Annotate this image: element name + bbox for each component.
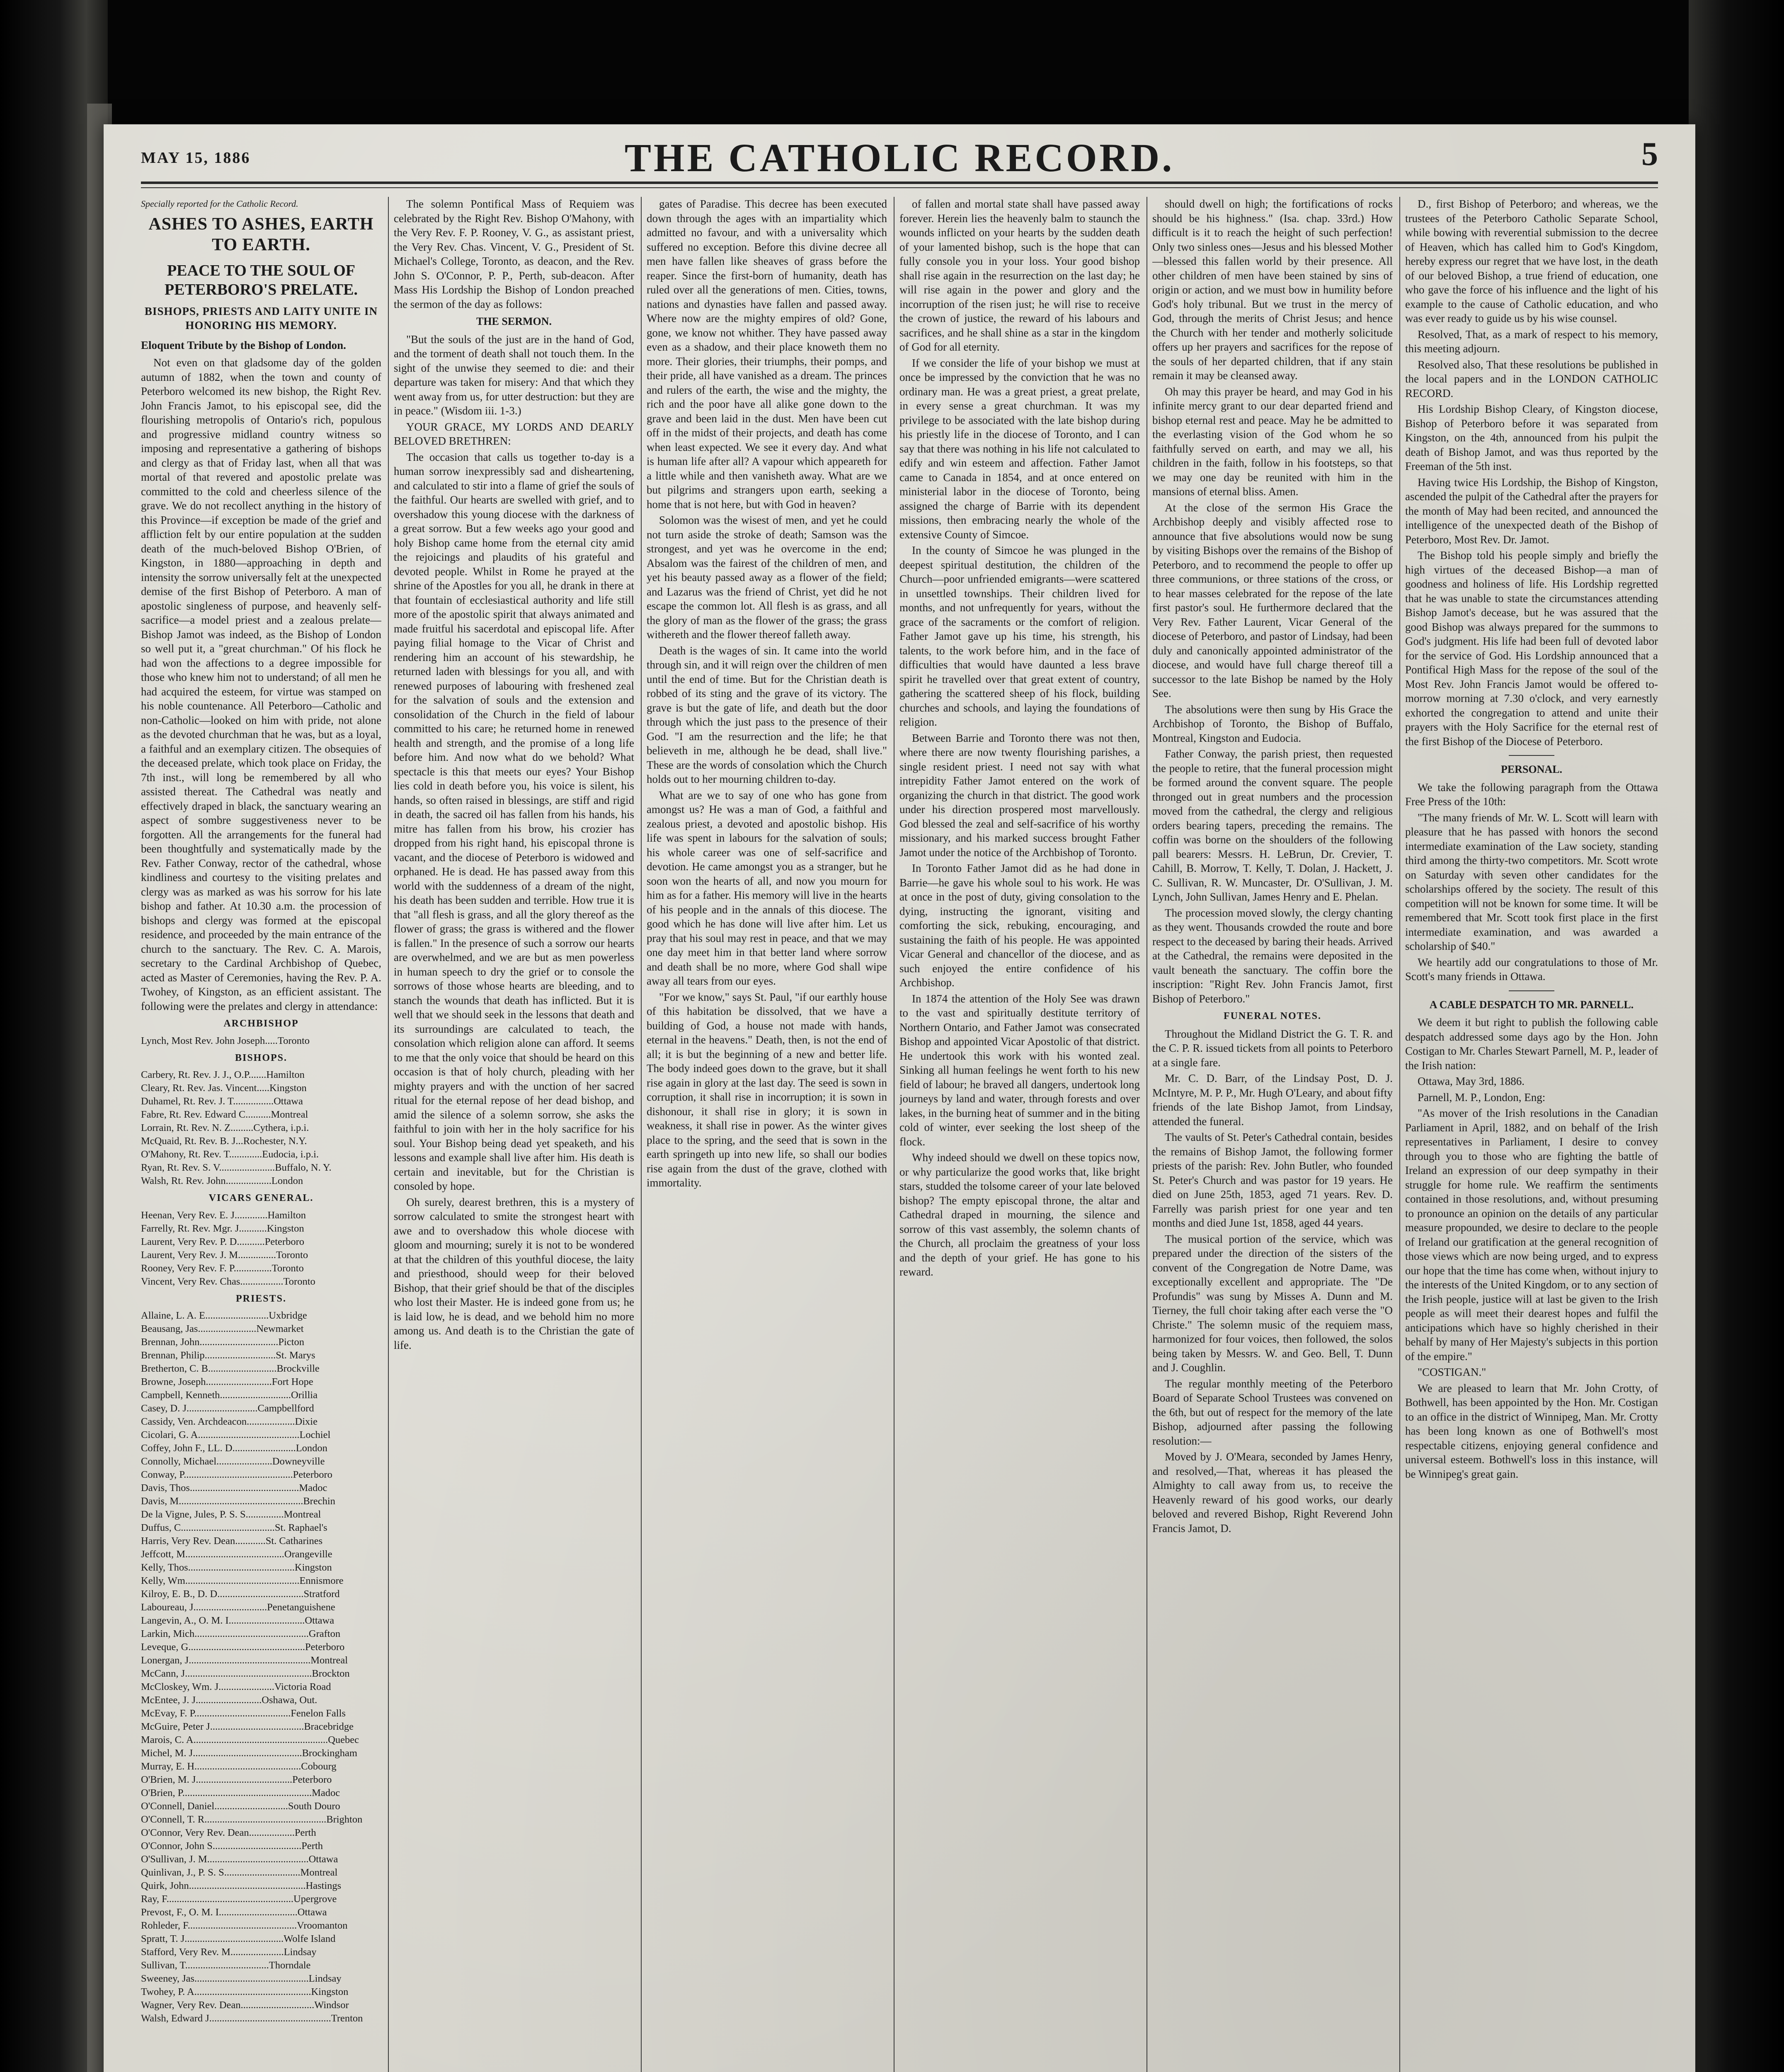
article-deck-secondary: BISHOPS, PRIESTS AND LAITY UNITE IN HONORING HIS MEMORY.	[144, 305, 378, 332]
column-5	[1152, 197, 1393, 2072]
column-4	[899, 197, 1140, 2072]
attendee-entry: Leveque, G..............................................Peterboro	[141, 1641, 345, 1653]
section-divider	[1509, 990, 1554, 991]
priests-list	[141, 1309, 381, 2025]
attendee-entry: Casey, D. J............................Campbellford	[141, 1403, 314, 1414]
sermon-body	[394, 332, 634, 1353]
attendee-entry: Kilroy, E. B., D. D..................................Stratford	[141, 1588, 340, 1600]
attendee-entry: Davis, Thos...........................................Madoc	[141, 1482, 327, 1493]
paragraph: Solomon was the wisest of men, and yet he could not turn aside the stroke of death; Samson was the strongest, and yet was he overcome in the end; Absalom was the fairest of the children of men, and yet his beauty passed away as a flower of the field; and Lazarus was the friend of Christ, yet did he not escape the common lot. All flesh is as grass, and all the glory of man as the flower of the grass; the grass withereth and the flower thereof falleth away.	[647, 514, 887, 641]
paragraph: What are we to say of one who has gone from amongst us? He was a man of God, a faithful and zealous priest, a devoted and apostolic bishop. His life was spent in labours for the salvation of souls; his whole career was one of self-sacrifice and devotion. He came amongst you as a stranger, but he soon won the hearts of all, and now you mourn for him as for a father. His memory will live in the hearts of his people and in the annals of this diocese. The good which he has done will live after him. Let us pray that his soul may rest in peace, and that we may one day meet him in that better land where sorrow and death shall be no more, where God shall wipe away all tears from our eyes.	[647, 789, 887, 987]
attendee-entry: Conway, P...........................................Peterboro	[141, 1469, 332, 1480]
attendee-entry: Carbery, Rt. Rev. J. J., O.P.......Hamilton	[141, 1069, 305, 1080]
attendee-entry: Stafford, Very Rev. M.....................Lindsay	[141, 1946, 317, 1958]
attendee-entry: Brennan, John...............................Picton	[141, 1336, 305, 1348]
paragraph: "The many friends of Mr. W. L. Scott will learn with pleasure that he has passed with honors the second intermediate examination of the Law society, standing third among the thirty-two competitors. Mr. Scott wrote on Saturday with seven other candidates for the scholarships offered by the society. The result of this competition will not be known for some time. It will be remembered that Mr. Scott took first place in the first intermediate examination, and was awarded a scholarship of $40."	[1405, 811, 1658, 952]
attendee-entry: Rohleder, F...........................................Vroomanton	[141, 1920, 348, 1931]
attendee-entry: Michel, M. J...........................................Brockingham	[141, 1748, 357, 1759]
attendee-entry: Connolly, Michael......................Downeyville	[141, 1456, 325, 1467]
paragraph: His Lordship Bishop Cleary, of Kingston diocese, Bishop of Peterboro before it was separated from Kingston, on the 4th, announced from his pulpit the death of Bishop Jamot, and was thus reported by the Freeman of the 5th inst.	[1405, 403, 1658, 472]
paragraph: Throughout the Midland District the G. T. R. and the C. P. R. issued tickets from all points to Peterboro at a single fare.	[1152, 1027, 1393, 1069]
article-body	[394, 197, 634, 311]
section-label-priests: PRIESTS.	[235, 1293, 287, 1304]
attendee-entry: Harris, Very Rev. Dean............St. Catharines	[141, 1535, 323, 1547]
paragraph: "For we know," says St. Paul, "if our earthly house of this habitation be dissolved, that we have a building of God, a house not made with hands, eternal in the heavens." Death, then, is not the end of all; it is but the beginning of a new and better life. The body indeed goes down to the grave, but it shall rise again in glory at the last day. The seed is sown in corruption, it shall rise in incorruption; it is sown in dishonour, it shall rise in glory; it is sown in weakness, it shall rise in power. As the winter gives place to the spring, and the seed that is sown in the earth springeth up into new life, so shall our bodies rise again from the dust of the grave, clothed with immortality.	[647, 990, 887, 1189]
attendee-entry: O'Mahony, Rt. Rev. T.............Eudocia, i.p.i.	[141, 1149, 319, 1160]
column-rule	[388, 197, 389, 2072]
page-number: 5	[1641, 136, 1658, 172]
paragraph: If we consider the life of your bishop we must at once be impressed by the conviction that he was no ordinary man. He was a great priest, a great prelate, in every sense a great churchman. It was my privilege to be associated with the late bishop during his priestly life in the diocese of Toronto, and I can say that there was nothing in his life not calculated to edify and win esteem and affection. Father Jamot came to Canada in 1854, and at once entered on ministerial labor in the diocese of Toronto, being assigned the charge of Barrie with its dependent missions, then embracing nearly the whole of the extensive County of Simcoe.	[899, 356, 1140, 541]
paragraph: Having twice His Lordship, the Bishop of Kingston, ascended the pulpit of the Cathedral after the prayers for the month of May had been recited, and announced the intelligence of the unexpected death of the Bishop of Peterboro, Most Rev. Dr. Jamot.	[1405, 476, 1658, 546]
attendee-entry: Quinlivan, J., P. S. S..............................Montreal	[141, 1867, 338, 1878]
paragraph: In 1874 the attention of the Holy See was drawn to the vast and spiritually destitute territory of Northern Ontario, and Father Jamot was consecrated Bishop and appointed Vicar Apostolic of that district. He undertook this work with his wonted zeal. Sinking all human feelings he went forth to his new field of labour; he braved all dangers, undertook long journeys by land and water, through forests and over lakes, in the burning heat of summer and in the biting cold of winter, ever seeking the lost sheep of the flock.	[899, 992, 1140, 1148]
section-divider	[1509, 755, 1554, 756]
paragraph: The absolutions were then sung by His Grace the Archbishop of Toronto, the Bishop of Buffalo, Montreal, Kingston and Eudocia.	[1152, 703, 1393, 744]
attendee-entry: McQuaid, Rt. Rev. B. J...Rochester, N.Y.	[141, 1135, 307, 1147]
attendee-entry: Twohey, P. A..............................................Kingston	[141, 1986, 349, 1997]
attendee-entry: McCloskey, Wm. J......................Victoria Road	[141, 1681, 331, 1692]
attendee-entry: Farrelly, Rt. Rev. Mgr. J...........Kingston	[141, 1222, 304, 1234]
attendee-entry: Wagner, Very Rev. Dean.............................Windsor	[141, 1999, 349, 2011]
article-body	[1152, 197, 1393, 1006]
attendee-entry: Ray, F..................................................Upergrove	[141, 1893, 337, 1905]
paragraph: In Toronto Father Jamot did as he had done in Barrie—he gave his whole soul to his work. He was at once in the post of duty, giving consolation to the dying, instructing the ignorant, visiting and comforting the sick, rebuking, encouraging, and sustaining the faith of his people. He was appointed Vicar General and chancellor of the diocese, and as such enjoyed the entire confidence of his Archbishop.	[899, 862, 1140, 989]
paragraph: Between Barrie and Toronto there was not then, where there are now twenty flourishing parishes, a single resident priest. I need not say with what intrepidity Father Jamot entered on the work of organizing the church in that district. The good work under his direction prospered most marvellously. God blessed the zeal and self-sacrifice of his worthy missionary, and his marked success brought Father Jamot under the notice of the Archbishop of Toronto.	[899, 731, 1140, 859]
paragraph: gates of Paradise. This decree has been executed down through the ages with an impartiality which admitted no favour, and with a universality which suffered no exception. Before this divine decree all men have fallen like sheaves of grass before the reaper. Since the first-born of humanity, death has ruled over all the generations of men. Cities, towns, nations and dynasties have fallen and passed away. Where now are the mighty empires of old? Gone, gone, we know not whither. They have passed away even as a shadow, and their place knoweth them no more. Their glories, their triumphs, their pomps, and their pride, all have vanished as a dream. The princes and rulers of the earth, the wise and the mighty, the rich and the poor have all alike gone down to the grave and been laid in the dust. Men have been cut off in the midst of their projects, and death has come when least expected. We see it every day. And what is human life after all? A vapour which appeareth for a little while and then vanisheth away. What are we but pilgrims and strangers upon earth, seeking a home that is not here, but with God in heaven?	[647, 198, 887, 511]
attendee-entry: McGuire, Peter J.....................................Bracebridge	[141, 1721, 354, 1732]
attendee-entry: O'Connell, T. R................................................Brighton	[141, 1814, 363, 1825]
masthead	[141, 135, 1658, 184]
attendee-entry: McCann, J..................................................Brockton	[141, 1668, 350, 1679]
attendee-entry: Lonergan, J................................................Montreal	[141, 1655, 348, 1666]
attendee-entry: Brennan, Philip............................St. Marys	[141, 1350, 315, 1361]
attendee-entry: Cicolari, G. A........................................Lochiel	[141, 1429, 331, 1440]
masthead-rule	[141, 182, 1658, 184]
article-subhead: Eloquent Tribute by the Bishop of London.	[141, 339, 346, 351]
paragraph: Ottawa, May 3rd, 1886.	[1418, 1075, 1525, 1087]
paragraph: "But the souls of the just are in the hand of God, and the torment of death shall not touch them. In the sight of the unwise they seemed to die: and their departure was taken for misery: And that which they went away from us, for utter destruction: but they are in peace." (Wisdom iii. 1-3.)	[394, 333, 634, 417]
sermon-heading: THE SERMON.	[476, 315, 552, 327]
attendee-entry: Prevost, F., O. M. I...............................Ottawa	[141, 1907, 327, 1918]
attendee-entry: Cassidy, Ven. Archdeacon...................Dixie	[141, 1416, 318, 1427]
attendee-entry: Marois, C. A.....................................................Quebec	[141, 1734, 359, 1745]
issue-date: MAY 15, 1886	[141, 149, 251, 167]
column-rule	[641, 197, 642, 2072]
paragraph: The musical portion of the service, which was prepared under the direction of the sisters of the convent of the Congregation de Notre Dame, was exceptionally excellent and appropriate. The "De Profundis" was sung by Misses A. Dunn and M. Tierney, the full choir taking after each verse the "O Christe." The solemn music of the requiem mass, harmonized for four voices, then followed, the solos being taken by Messrs. W. and Geo. Bell, T. Dunn and J. Coughlin.	[1152, 1232, 1393, 1374]
paragraph: The occasion that calls us together to-day is a human sorrow inexpressibly sad and disheartening, and calculated to stir into a flame of grief the souls of the faithful. Our hearts are swelled with grief, and to overshadow this young diocese with the darkness of a great sorrow. But a few weeks ago your good and holy Bishop came home from the eternal city amid the rejoicings and plaudits of his grateful and devoted people. Whilst in Rome he prayed at the shrine of the Apostles for you all, he drank in there at that fountain of ecclesiastical authority and life still more of the apostolic spirit that always animated and made fruitful his sacerdotal and episcopal life. After paying filial homage to the Vicar of Christ and rendering him an account of his stewardship, he returned laden with blessings for you all, and with renewed purposes of labouring with freshened zeal for the salvation of souls and the extension and consolidation of the Church in the field of labour committed to his care; he returned home in renewed health and strength, and the promise of a long life before him. And now what do we behold? What spectacle is this that meets our eyes? Your Bishop lies cold in death before you, his voice is silent, his hands, so often raised in blessings, are stiff and rigid in death, the sacred oil has fallen from his hands, his mitre has fallen from his brow, his crozier has dropped from his right hand, his episcopal throne is vacant, and the diocese of Peterboro is widowed and orphaned. He is dead. He has passed away from this world with the suddenness of a dream of the night, his death has been sudden and terrible. How true it is that "all flesh is grass, and all the glory thereof as the flower of grass; the grass is withered and the flower is fallen." In the presence of such a sorrow our hearts are overwhelmed, and we are but as men powerless in human speech to dry the grief or to console the sorrows of those whose hearts are bleeding, and to stanch the wounds that death has inflicted. But it is well that we should seek in the lessons that death and its surroundings are calculated to teach, the consolation which religion alone can afford. It seems to me that the only voice that should be heard on this occasion is that of holy church, pleading with her mighty prayers and with the unction of her sacred ritual for the eternal repose of her dead bishop, and amid the silence of a solemn sorrow, she asks the faithful to join with her in the holy sacrifice for his soul. Your Bishop being dead yet speaketh, and his lessons and example shall live after him. His death is certain and inevitable, but for the Christian is consoled by hope.	[394, 450, 634, 1192]
paragraph: Moved by J. O'Meara, seconded by James Henry, and resolved,—That, whereas it has pleased the Almighty to call away from us, to receive the Heavenly reward of his good works, our dearly beloved and revered Bishop, Right Reverend John Francis Jamot, D.	[1152, 1450, 1393, 1535]
paragraph: Resolved, That, as a mark of respect to his memory, this meeting adjourn.	[1405, 328, 1658, 355]
paragraph: We take the following paragraph from the Ottawa Free Press of the 10th:	[1405, 781, 1658, 808]
article-headline: ASHES TO ASHES, EARTH TO EARTH.	[148, 214, 374, 254]
attendee-entry: O'Connell, Daniel.............................South Douro	[141, 1801, 340, 1812]
newspaper-page	[104, 124, 1695, 2072]
attendee-entry: Kelly, Wm.............................................Ennismore	[141, 1575, 344, 1586]
attendee-entry: Lorrain, Rt. Rev. N. Z.........Cythera, i.p.i.	[141, 1122, 309, 1133]
article-body	[899, 197, 1140, 1279]
funeral-notes-heading: FUNERAL NOTES.	[1223, 1011, 1322, 1021]
attendee-entry: Campbell, Kenneth............................Orillia	[141, 1389, 318, 1401]
column-rule	[1399, 197, 1400, 2072]
attendee-entry: O'Sullivan, J. M........................................Ottawa	[141, 1854, 338, 1865]
attendee-entry: Cleary, Rt. Rev. Jas. Vincent.....Kingston	[141, 1082, 307, 1094]
paragraph: The regular monthly meeting of the Peterboro Board of Separate School Trustees was convened on the 6th, but out of respect for the memory of the late Bishop, adjourned after passing the following resolution:—	[1152, 1377, 1393, 1447]
paragraph: "COSTIGAN."	[1418, 1366, 1486, 1378]
cable-body	[1405, 1015, 1658, 1481]
attendee-entry: De la Vigne, Jules, P. S. S...............Montreal	[141, 1509, 321, 1520]
paragraph: Death is the wages of sin. It came into the world through sin, and it will reign over the children of men until the end of time. But for the Christian death is robbed of its sting and the grave of its victory. The grave is but the gate of life, and death but the door through which the just pass to the presence of their God. "I am the resurrection and the life; he that believeth in me, although he be dead, shall live." These are the words of consolation which the Church holds out to her mourning children to-day.	[647, 644, 887, 785]
article-body	[647, 197, 887, 1190]
paragraph: We are pleased to learn that Mr. John Crotty, of Bothwell, has been appointed by the Hon. Mr. Costigan to an office in the district of Winnipeg, Man. Mr. Crotty has been long known as one of Bothwell's most respectable citizens, enjoying general confidence and universal esteem. Bothwell's loss in this instance, will be Winnipeg's great gain.	[1405, 1382, 1658, 1480]
section-label-vicars: VICARS GENERAL.	[208, 1193, 314, 1203]
paragraph: D., first Bishop of Peterboro; and whereas, we the trustees of the Peterboro Catholic Separate School, while bowing with reverential submission to the decree of Heaven, which has called him to God's Kingdom, hereby express our regret that we have lost, in the death of our beloved Bishop, a true friend of education, one who gave the force of his influence and the light of his example to the cause of Catholic education, and who was ever ready to guide us by his wise counsel.	[1405, 198, 1658, 324]
paragraph: Oh may this prayer be heard, and may God in his infinite mercy grant to our dear departed friend and bishop eternal rest and peace. May he be admitted to the everlasting vision of the God whom he so faithfully served on earth, and may we all, his children in the faith, follow in his footsteps, so that we may one day be reunited with him in the mansions of eternal bliss. Amen.	[1152, 385, 1393, 498]
paragraph: In the county of Simcoe he was plunged in the deepest spiritual destitution, the children of the Church—poor unfriended emigrants—were scattered in unsettled townships. Their children lived for months, and not unfrequently for years, without the grace of the sacraments or the comfort of religion. Father Jamot gave up his time, his strength, his talents, to the work before him, and in the face of difficulties that would have daunted a less brave spirit he travelled over that great extent of country, gathering the scattered sheep of his flock, building churches and schools, and laying the foundations of religion.	[899, 544, 1140, 728]
personal-body	[1405, 780, 1658, 984]
attendee-entry: Heenan, Very Rev. E. J.............Hamilton	[141, 1209, 306, 1221]
attendee-entry: Lynch, Most Rev. John Joseph.....Toronto	[141, 1035, 310, 1046]
paragraph: At the close of the sermon His Grace the Archbishop deeply and visibly affected rose to announce that five absolutions would now be sung by visiting Bishops over the remains of the Bishop of Peterboro, and to recommend the people to offer up three communions, or three stations of the cross, or to hear masses celebrated for the repose of the late first pastor's soul. He furthermore declared that the Very Rev. Father Laurent, Vicar General of the diocese of Peterboro, and pastor of Lindsay, had been duly and canonically appointed administrator of the diocese, and would have full charge thereof till a successor to the late Bishop be named by the Holy See.	[1152, 501, 1393, 700]
attendee-entry: Langevin, A., O. M. I..............................Ottawa	[141, 1615, 334, 1626]
article-body	[1405, 197, 1658, 748]
attendee-entry: Laboureau, J.............................Penetanguishene	[141, 1602, 335, 1613]
attendee-entry: Bretherton, C. B...........................Brockville	[141, 1363, 320, 1374]
paragraph: Resolved also, That these resolutions be published in the local papers and in the LONDON CATHOLIC RECORD.	[1405, 358, 1658, 399]
attendee-entry: Rooney, Very Rev. F. P...............Toronto	[141, 1262, 304, 1274]
attendee-entry: Spratt, T. J.......................................Wolfe Island	[141, 1933, 336, 1944]
attendee-entry: Larkin, Mich.............................................Grafton	[141, 1628, 341, 1639]
attendee-entry: Fabre, Rt. Rev. Edward C..........Montreal	[141, 1109, 308, 1120]
paragraph: Oh surely, dearest brethren, this is a mystery of sorrow calculated to smite the strongest heart with awe and to overshadow this whole diocese with gloom and mourning; surely it is not to be wondered at that the children of this youthful diocese, the laity and priesthood, should weep for their beloved Bishop, that their grief should be that of the disciples who lost their Master. He is indeed gone from us; he is laid low, he is dead, and we behold him no more among us. And death is to the Christian the gate of life.	[394, 1196, 634, 1351]
bishops-list	[141, 1068, 381, 1188]
attendee-entry: Walsh, Rt. Rev. John..................London	[141, 1175, 303, 1186]
paragraph: "As mover of the Irish resolutions in the Canadian Parliament in April, 1882, and on behalf of the Irish representatives in Parliament, I desire to convey through you to those who are fighting the battle of Ireland an expression of our deep sympathy in their struggle for home rule. We reaffirm the sentiments contained in those resolutions, and, without presuming to pronounce an opinion on the details of any particular measure propounded, we desire to declare to the people of Ireland our gratification at the general recognition of those views which are now being urged, and to express our hope that the time has come when, without injury to the interests of the United Kingdom, or to any section of the Irish people, justice will at last be given to the Irish people as will meet their dearest hopes and fulfil the anticipations which have so highly cherished in their behalf by many of Her Majesty's subjects in this portion of the empire."	[1405, 1107, 1658, 1363]
attendee-entry: Ryan, Rt. Rev. S. V......................Buffalo, N. Y.	[141, 1162, 332, 1173]
section-label-archbishop: ARCHBISHOP	[223, 1018, 299, 1029]
paragraph: Not even on that gladsome day of the golden autumn of 1882, when the town and county of Peterboro welcomed its new bishop, the Right Rev. John Francis Jamot, to his episcopal see, did the flourishing metropolis of Ontario's rich, populous and progressive midland country witness so imposing and representative a gathering of bishops and clergy as that of Friday last, when all that was mortal of that revered and apostolic prelate was committed to the cold and cheerless silence of the grave. We do not recollect anything in the history of this Province—if exception be made of the grief and affliction felt by our entire population at the sudden death of the much-beloved Bishop O'Brien, of Kingston, in 1880—approaching in depth and intensity the sorrow universally felt at the unexpected demise of the first Bishop of Peterboro. A man of apostolic singleness of purpose, and heavenly self-sacrifice—a model priest and a zealous prelate—Bishop Jamot was indeed, as the Bishop of London so well put it, a "great churchman." Of his flock he had won the affections to a degree impossible for those who knew him not to understand; of all men he had acquired the esteem, for virtue was stamped on his noble countenance. All Peterboro—Catholic and non-Catholic—looked on him with pride, not alone as the devoted churchman that he was, but as a loyal, a faithful and an exemplary citizen. The obsequies of the deceased prelate, which took place on Friday, the 7th inst., will long be remembered by all who assisted thereat. The Cathedral was neatly and effectively draped in black, the sanctuary wearing an aspect of sombre suggestiveness never to be forgotten. All the arrangements for the funeral had been thoughtfully and systematically made by the Rev. Father Conway, rector of the cathedral, whose kindliness and courtesy to the visiting prelates and clergy was as marked as was his sorrow for his late bishop and father. At 10.30 a.m. the procession of bishops and clergy was formed at the episcopal residence, and proceeded by the main entrance of the church to the sanctuary. The Rev. C. A. Marois, secretary to the Cardinal Archbishop of Quebec, acted as Master of Ceremonies, having the Rev. P. A. Twohey, of Kingston, as an efficient assistant. The following were the prelates and clergy in attendance:	[141, 356, 381, 1012]
attendee-entry: Coffey, John F., LL. D.........................London	[141, 1443, 327, 1454]
attendee-entry: Davis, M.................................................Brechin	[141, 1496, 335, 1507]
attendee-entry: Beausang, Jas.......................Newmarket	[141, 1323, 304, 1334]
attendee-entry: Quirk, John..............................................Hastings	[141, 1880, 342, 1891]
attendee-entry: Jeffcott, M.......................................Orangeville	[141, 1549, 332, 1560]
attendee-entry: Vincent, Very Rev. Chas.................Toronto	[141, 1276, 315, 1287]
attendee-entry: Kelly, Thos..........................................Kingston	[141, 1562, 332, 1573]
paragraph: The vaults of St. Peter's Cathedral contain, besides the remains of Bishop Jamot, the following former priests of the parish: Rev. John Butler, who founded St. Peter's Church and was pastor for 19 years. He died on June 25th, 1853, aged 71 years. Rev. D. Farrelly was parish priest for one year and ten months and died June 1st, 1858, aged 44 years.	[1152, 1131, 1393, 1229]
paragraph: Father Conway, the parish priest, then requested the people to retire, that the funeral procession might be formed around the convent square. The people thronged out in great numbers and the procession moved from the cathedral, the clergy and religious orders bearing tapers, preceding the remains. The coffin was borne on the shoulders of the following pall bearers: Messrs. H. LeBrun, Dr. Crevier, T. Cahill, B. Morrow, T. Kelly, T. Dolan, J. Hackett, J. C. Sullivan, R. W. Muncaster, Dr. O'Sullivan, J. M. Lynch, John Sullivan, James Henry and E. Phelan.	[1152, 748, 1393, 903]
paragraph: Mr. C. D. Barr, of the Lindsay Post, D. J. McIntyre, M. P. P., Mr. Hugh O'Leary, and about fifty friends of the late Bishop Jamot, from Lindsay, attended the funeral.	[1152, 1072, 1393, 1128]
attendee-entry: Laurent, Very Rev. P. D...........Peterboro	[141, 1236, 304, 1247]
paragraph: should dwell on high; the fortifications of rocks should be his highness." (Isa. chap. 33rd.) How difficult is it to reach the height of such perfection! Only two sinless ones—Jesus and his blessed Mother—blessed this fallen world by their presence. All other children of men have been stained by sins of origin or action, and we must bow in humility before God's holy tribunal. But we trust in the mercy of God, through the merits of Christ Jesus; and hence the Church with her tender and motherly solicitude offers up her prayers and sacrifices for the repose of the souls of her departed children, that if any stain remain it may be cleansed away.	[1152, 198, 1393, 382]
attendee-entry: McEntee, J. J..........................Oshawa, Out.	[141, 1694, 318, 1706]
attendee-entry: Allaine, L. A. E.........................Uxbridge	[141, 1310, 307, 1321]
column-6	[1405, 197, 1658, 2072]
paragraph: The Bishop told his people simply and briefly the high virtues of the deceased Bishop—a man of goodness and holiness of life. His Lordship regretted that he was unable to state the circumstances attending Bishop Jamot's decease, but he was assured that the good Bishop was always prepared for the summons to God's judgment. His life had been full of devoted labor for the service of God. His Lordship announced that a Pontifical High Mass for the repose of the soul of the Most Rev. John Francis Jamot would be offered to-morrow morning at 7.30 o'clock, and very earnestly exhorted the congregation to attend and unite their prayers with the Holy Sacrifice for the eternal rest of the first Bishop of the Diocese of Peterboro.	[1405, 549, 1658, 748]
paragraph: The procession moved slowly, the clergy chanting as they went. Thousands crowded the route and bore respect to the deceased by baring their heads. Arrived at the Cathedral, the remains were deposited in the vault beneath the sanctuary. The coffin bore the inscription: "Right Rev. John Francis Jamot, first Bishop of Peterboro."	[1152, 906, 1393, 1005]
attendee-entry: Laurent, Very Rev. J. M...............Toronto	[141, 1249, 308, 1261]
column-3	[647, 197, 887, 2072]
column-1	[141, 197, 381, 2072]
paragraph: Parnell, M. P., London, Eng:	[1418, 1091, 1546, 1104]
paragraph: We deem it but right to publish the following cable despatch addressed some days ago by the Hon. John Costigan to Mr. Charles Stewart Parnell, M. P., leader of the Irish nation:	[1405, 1016, 1658, 1072]
masthead-rule-thin	[141, 187, 1658, 188]
attendee-entry: O'Brien, P...................................................Madoc	[141, 1787, 340, 1798]
attendee-entry: Sweeney, Jas.............................................Lindsay	[141, 1973, 342, 1984]
attendee-entry: Duhamel, Rt. Rev. J. T................Ottawa	[141, 1096, 303, 1107]
attendee-entry: Duffus, C.....................................St. Raphael's	[141, 1522, 327, 1533]
credit-line: Specially reported for the Catholic Record.	[141, 198, 298, 209]
column-2	[394, 197, 634, 2072]
personal-heading: PERSONAL.	[1500, 763, 1563, 775]
vicars-list	[141, 1209, 381, 1288]
attendee-entry: Sullivan, T.................................Thorndale	[141, 1960, 311, 1971]
attendee-entry: Murray, E. H..........................................Cobourg	[141, 1761, 337, 1772]
attendee-entry: O'Brien, M. J......................................Peterboro	[141, 1774, 332, 1785]
attendee-entry: McEvay, F. P......................................Fenelon Falls	[141, 1708, 346, 1719]
paragraph: of fallen and mortal state shall have passed away forever. Herein lies the heavenly balm to staunch the wounds inflicted on your hearts by the sudden death of your lamented bishop, such is the hope that can fully console you in your loss. Your good bishop shall rise again in the resurrection on the last day; he will rise again in the power and glory and the incorruption of the risen just; he will rise to receive the crown of justice, the reward of his labours and sacrifices, and he shall shine as a star in the kingdom of God for all eternity.	[899, 198, 1140, 353]
paragraph: Why indeed should we dwell on these topics now, or why particularize the good works that, like bright stars, studded the tolsome career of your late beloved bishop? The empty episcopal throne, the altar and Cathedral draped in mourning, the silence and sorrow of this vast assembly, the solemn chants of the Church, all proclaim the greatness of your loss and the depth of your grief. He has gone to his reward.	[899, 1151, 1140, 1278]
paragraph: We heartily add our congratulations to those of Mr. Scott's many friends in Ottawa.	[1405, 956, 1658, 983]
attendee-entry: Browne, Joseph..........................Fort Hope	[141, 1376, 313, 1387]
attendee-entry: O'Connor, Very Rev. Dean..................Perth	[141, 1827, 316, 1838]
article-deck: PEACE TO THE SOUL OF PETERBORO'S PRELATE.	[165, 261, 358, 298]
paragraph: YOUR GRACE, MY LORDS AND DEARLY BELOVED BRETHREN:	[394, 420, 634, 447]
paragraph: The solemn Pontifical Mass of Requiem was celebrated by the Right Rev. Bishop O'Mahony, with the Very Rev. F. P. Rooney, V. G., as assistant priest, the Very Rev. Chas. Vincent, V. G., President of St. Michael's College, Toronto, as deacon, and the Rev. John S. O'Connor, P. P., Perth, sub-deacon. After Mass His Lordship the Bishop of London preached the sermon of the day as follows:	[394, 198, 634, 310]
funeral-notes-body	[1152, 1027, 1393, 1536]
attendee-entry: Walsh, Edward J................................................Trenton	[141, 2013, 363, 2024]
article-body	[141, 356, 381, 1013]
scan-border	[1689, 0, 1784, 2072]
section-label-bishops: BISHOPS.	[235, 1052, 288, 1063]
newspaper-title: THE CATHOLIC RECORD.	[624, 136, 1175, 180]
attendee-entry: O'Connor, John S...................................Perth	[141, 1840, 323, 1852]
cable-heading: A CABLE DESPATCH TO MR. PARNELL.	[1429, 998, 1634, 1011]
